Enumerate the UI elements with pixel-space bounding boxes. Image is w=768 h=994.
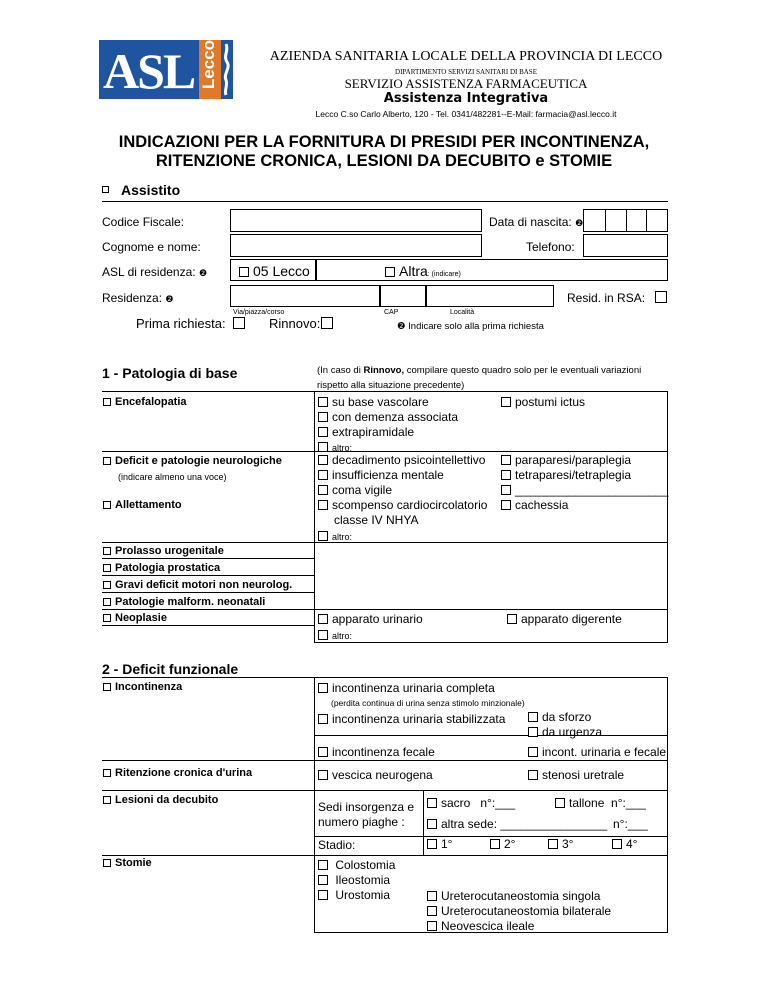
page-title-line2: RITENZIONE CRONICA, LESIONI DA DECUBITO e STOMIE: [155, 152, 613, 170]
residenza-label: Residenza: ❷: [102, 291, 174, 305]
checkbox-icon[interactable]: [318, 470, 328, 480]
stomie-item[interactable]: Stomie: [103, 857, 152, 869]
enc-option-1[interactable]: con demenza associata: [318, 410, 458, 424]
agency-name: AZIENDA SANITARIA LOCALE DELLA PROVINCIA DI LECCO: [269, 49, 663, 64]
localita-caption: Località: [450, 309, 475, 316]
checkbox-icon[interactable]: [103, 683, 111, 691]
checkbox-icon[interactable]: [103, 796, 111, 804]
prima-richiesta-label: Prima richiesta:: [136, 316, 226, 331]
checkbox-icon[interactable]: [507, 614, 517, 624]
telefono-label: Telefono:: [526, 240, 575, 254]
def-right-0[interactable]: paraparesi/paraplegia: [501, 453, 631, 467]
stenosi-option[interactable]: stenosi uretrale: [528, 768, 624, 782]
department-name: DIPARTIMENTO SERVIZI SANITARI DI BASE: [395, 68, 537, 76]
checkbox-icon[interactable]: [103, 598, 111, 606]
da-sforzo-option[interactable]: da sforzo: [528, 710, 591, 724]
checkbox-icon[interactable]: [427, 839, 437, 849]
sacro-option[interactable]: sacro n°:___: [427, 796, 515, 810]
checkbox-icon[interactable]: [318, 531, 328, 541]
rinnovo-label: Rinnovo:: [269, 316, 321, 331]
uretero-option-2[interactable]: Neovescica ileale: [427, 919, 534, 933]
uretero-option-0[interactable]: Ureterocutaneostomia singola: [427, 889, 600, 903]
checkbox-icon[interactable]: [528, 727, 538, 737]
stomie-option-0[interactable]: Colostomia: [318, 858, 395, 872]
checkbox-icon[interactable]: [103, 581, 111, 589]
checkbox-icon[interactable]: [318, 860, 328, 870]
checkbox-icon[interactable]: [427, 891, 437, 901]
stadio-2[interactable]: 2°: [490, 837, 515, 851]
cognome-nome-label: Cognome e nome:: [102, 240, 201, 254]
other-item-2[interactable]: Gravi deficit motori non neurolog.: [103, 579, 292, 591]
data-nascita-label: Data di nascita: ❷: [489, 215, 584, 229]
enc-altro[interactable]: altro:: [318, 440, 352, 454]
checkbox-icon[interactable]: [427, 906, 437, 916]
address-line: Lecco C.so Carlo Alberto, 120 - Tel. 0341/482281--E-Mail: farmacia@asl.lecco.it: [315, 109, 617, 119]
enc-option-0[interactable]: su base vascolare: [318, 395, 429, 409]
checkbox-icon[interactable]: [318, 747, 328, 757]
checkbox-icon[interactable]: [501, 485, 511, 495]
checkbox-icon[interactable]: [548, 839, 558, 849]
checkbox-icon[interactable]: [528, 770, 538, 780]
cognome-nome-field[interactable]: [230, 234, 482, 257]
rinnovo-checkbox[interactable]: [321, 317, 333, 329]
encefalopatia-item[interactable]: Encefalopatia: [103, 396, 187, 408]
def-right-3[interactable]: cachessia: [501, 498, 568, 512]
asl-logo: [99, 40, 233, 99]
page-title-line1: INDICAZIONI PER LA FORNITURA DI PRESIDI PER INCONTINENZA,: [118, 133, 650, 151]
codice-fiscale-label: Codice Fiscale:: [102, 215, 185, 229]
section1-note-line2: rispetto alla situazione precedente): [317, 380, 465, 391]
checkbox-icon[interactable]: [103, 859, 111, 867]
section1-heading: 1 - Patologia di base: [102, 365, 238, 381]
section1-note: (In caso di Rinnovo, compilare questo quadro solo per le eventuali variazioni: [317, 365, 642, 376]
neoplasie-altro[interactable]: altro:: [318, 628, 352, 642]
def-right-1[interactable]: tetraparesi/tetraplegia: [501, 468, 631, 482]
apparato-digerente-option[interactable]: apparato digerente: [507, 612, 622, 626]
stadio-1[interactable]: 1°: [427, 837, 452, 851]
via-caption: Via/piazza/corso: [233, 309, 285, 316]
checkbox-icon[interactable]: [427, 798, 437, 808]
checkbox-icon[interactable]: [318, 500, 328, 510]
stomie-option-2[interactable]: Urostomia: [318, 888, 390, 902]
altra-checkbox[interactable]: [385, 267, 395, 277]
assistito-heading: Assistito: [102, 182, 180, 198]
checkbox-icon[interactable]: [501, 500, 511, 510]
checkbox-icon[interactable]: [318, 485, 328, 495]
logo-text: ASL: [103, 43, 195, 99]
codice-fiscale-field[interactable]: [230, 209, 482, 232]
checkbox-icon[interactable]: [318, 683, 328, 693]
resid-rsa-checkbox[interactable]: [655, 291, 667, 303]
inc-urinaria-fecale-option[interactable]: incont. urinaria e fecale: [528, 745, 666, 759]
sedi-label-1: Sedi insorgenza e: [318, 800, 415, 814]
allettamento-item[interactable]: Allettamento: [103, 499, 182, 511]
checkbox-icon[interactable]: [103, 398, 111, 406]
incontinenza-item[interactable]: Incontinenza: [103, 681, 182, 693]
square-bullet-icon: [102, 186, 109, 193]
via-field[interactable]: [230, 285, 380, 307]
checkbox-icon[interactable]: [318, 614, 328, 624]
stadio-4[interactable]: 4°: [612, 837, 637, 851]
postumi-ictus-option[interactable]: postumi ictus: [501, 395, 585, 409]
checkbox-icon[interactable]: [318, 875, 328, 885]
inc-fecale-option[interactable]: incontinenza fecale: [318, 745, 435, 759]
checkbox-icon[interactable]: [501, 397, 511, 407]
other-item-4[interactable]: Neoplasie: [103, 612, 167, 624]
stadio-3[interactable]: 3°: [548, 837, 573, 851]
checkbox-icon[interactable]: [318, 770, 328, 780]
other-item-0[interactable]: Prolasso urogenitale: [103, 545, 224, 557]
data-nascita-field[interactable]: [583, 209, 668, 232]
checkbox-icon[interactable]: [103, 501, 111, 509]
lesioni-item[interactable]: Lesioni da decubito: [103, 794, 218, 806]
note-label: ❷ Indicare solo alla prima richiesta: [397, 321, 544, 332]
def-option-1[interactable]: insufficienza mentale: [318, 468, 444, 482]
checkbox-icon[interactable]: [612, 839, 622, 849]
sedi-label-2: numero piaghe :: [318, 815, 405, 829]
section2-heading: 2 - Deficit funzionale: [102, 661, 239, 677]
checkbox-icon[interactable]: [103, 614, 111, 622]
telefono-field[interactable]: [583, 234, 668, 257]
cap-caption: CAP: [384, 309, 399, 316]
other-item-1[interactable]: Patologia prostatica: [103, 562, 220, 574]
def-option-2[interactable]: coma vigile: [318, 483, 392, 497]
checkbox-icon[interactable]: [318, 630, 328, 640]
da-urgenza-option[interactable]: da urgenza: [528, 725, 602, 739]
checkbox-icon[interactable]: [103, 769, 111, 777]
checkbox-icon[interactable]: [528, 747, 538, 757]
checkbox-icon[interactable]: [555, 798, 565, 808]
deficit-item[interactable]: Deficit e patologie neurologiche: [103, 455, 282, 467]
checkbox-icon[interactable]: [318, 890, 328, 900]
resid-rsa-label: Resid. in RSA:: [567, 291, 646, 305]
checkbox-icon[interactable]: [103, 457, 111, 465]
checkbox-icon[interactable]: [427, 819, 437, 829]
inc-completa-option[interactable]: incontinenza urinaria completa: [318, 681, 495, 695]
checkbox-icon[interactable]: [490, 839, 500, 849]
uretero-option-1[interactable]: Ureterocutaneostomia bilaterale: [427, 904, 611, 918]
prima-richiesta-checkbox[interactable]: [233, 317, 245, 329]
checkbox-icon[interactable]: [103, 564, 111, 572]
localita-field[interactable]: [426, 285, 554, 307]
altra-option[interactable]: Altra: (indicare): [316, 259, 668, 281]
checkbox-icon[interactable]: [501, 455, 511, 465]
checkbox-icon[interactable]: [318, 455, 328, 465]
inc-stabilizzata-option[interactable]: incontinenza urinaria stabilizzata: [318, 712, 505, 726]
enc-option-2[interactable]: extrapiramidale: [318, 425, 414, 439]
inc-completa-note: (perdita continua di urina senza stimolo minzionale): [331, 698, 525, 708]
altra-sede-n: n°:___: [613, 817, 648, 831]
logo-vertical-text: Lecco: [199, 39, 218, 90]
stomie-option-1[interactable]: Ileostomia: [318, 873, 390, 887]
altra-sede-option[interactable]: altra sede: ________________: [427, 817, 607, 831]
vescica-option[interactable]: vescica neurogena: [318, 768, 433, 782]
asl-residenza-label: ASL di residenza: ❷: [102, 265, 208, 279]
checkbox-icon[interactable]: [318, 442, 328, 452]
lecco-checkbox[interactable]: [239, 267, 249, 277]
service-name: SERVIZIO ASSISTENZA FARMACEUTICA: [344, 76, 588, 91]
ritenzione-item[interactable]: Ritenzione cronica d'urina: [103, 767, 252, 779]
checkbox-icon[interactable]: [318, 397, 328, 407]
def-option-0[interactable]: decadimento psicointellettivo: [318, 453, 485, 467]
lake-icon: [219, 42, 233, 97]
checkbox-icon[interactable]: [501, 470, 511, 480]
checkbox-icon[interactable]: [318, 714, 328, 724]
def-right-2[interactable]: _______________________: [501, 483, 669, 497]
def-altro[interactable]: altro:: [318, 529, 352, 543]
def-option-3[interactable]: scompenso cardiocircolatorio: [318, 498, 487, 512]
checkbox-icon[interactable]: [103, 547, 111, 555]
subservice-name: Assistenza Integrativa: [383, 91, 549, 106]
checkbox-icon[interactable]: [427, 921, 437, 931]
checkbox-icon[interactable]: [318, 412, 328, 422]
deficit-hint: (indicare almeno una voce): [118, 472, 227, 482]
checkbox-icon[interactable]: [318, 427, 328, 437]
checkbox-icon[interactable]: [528, 712, 538, 722]
def-option-4: classe IV NHYA: [334, 513, 419, 527]
lecco-option[interactable]: 05 Lecco: [230, 259, 316, 281]
tallone-option[interactable]: tallone n°:___: [555, 796, 646, 810]
other-item-3[interactable]: Patologie malform. neonatali: [103, 596, 265, 608]
apparato-urinario-option[interactable]: apparato urinario: [318, 612, 423, 626]
stadio-label: Stadio:: [318, 838, 356, 852]
cap-field[interactable]: [380, 285, 426, 307]
